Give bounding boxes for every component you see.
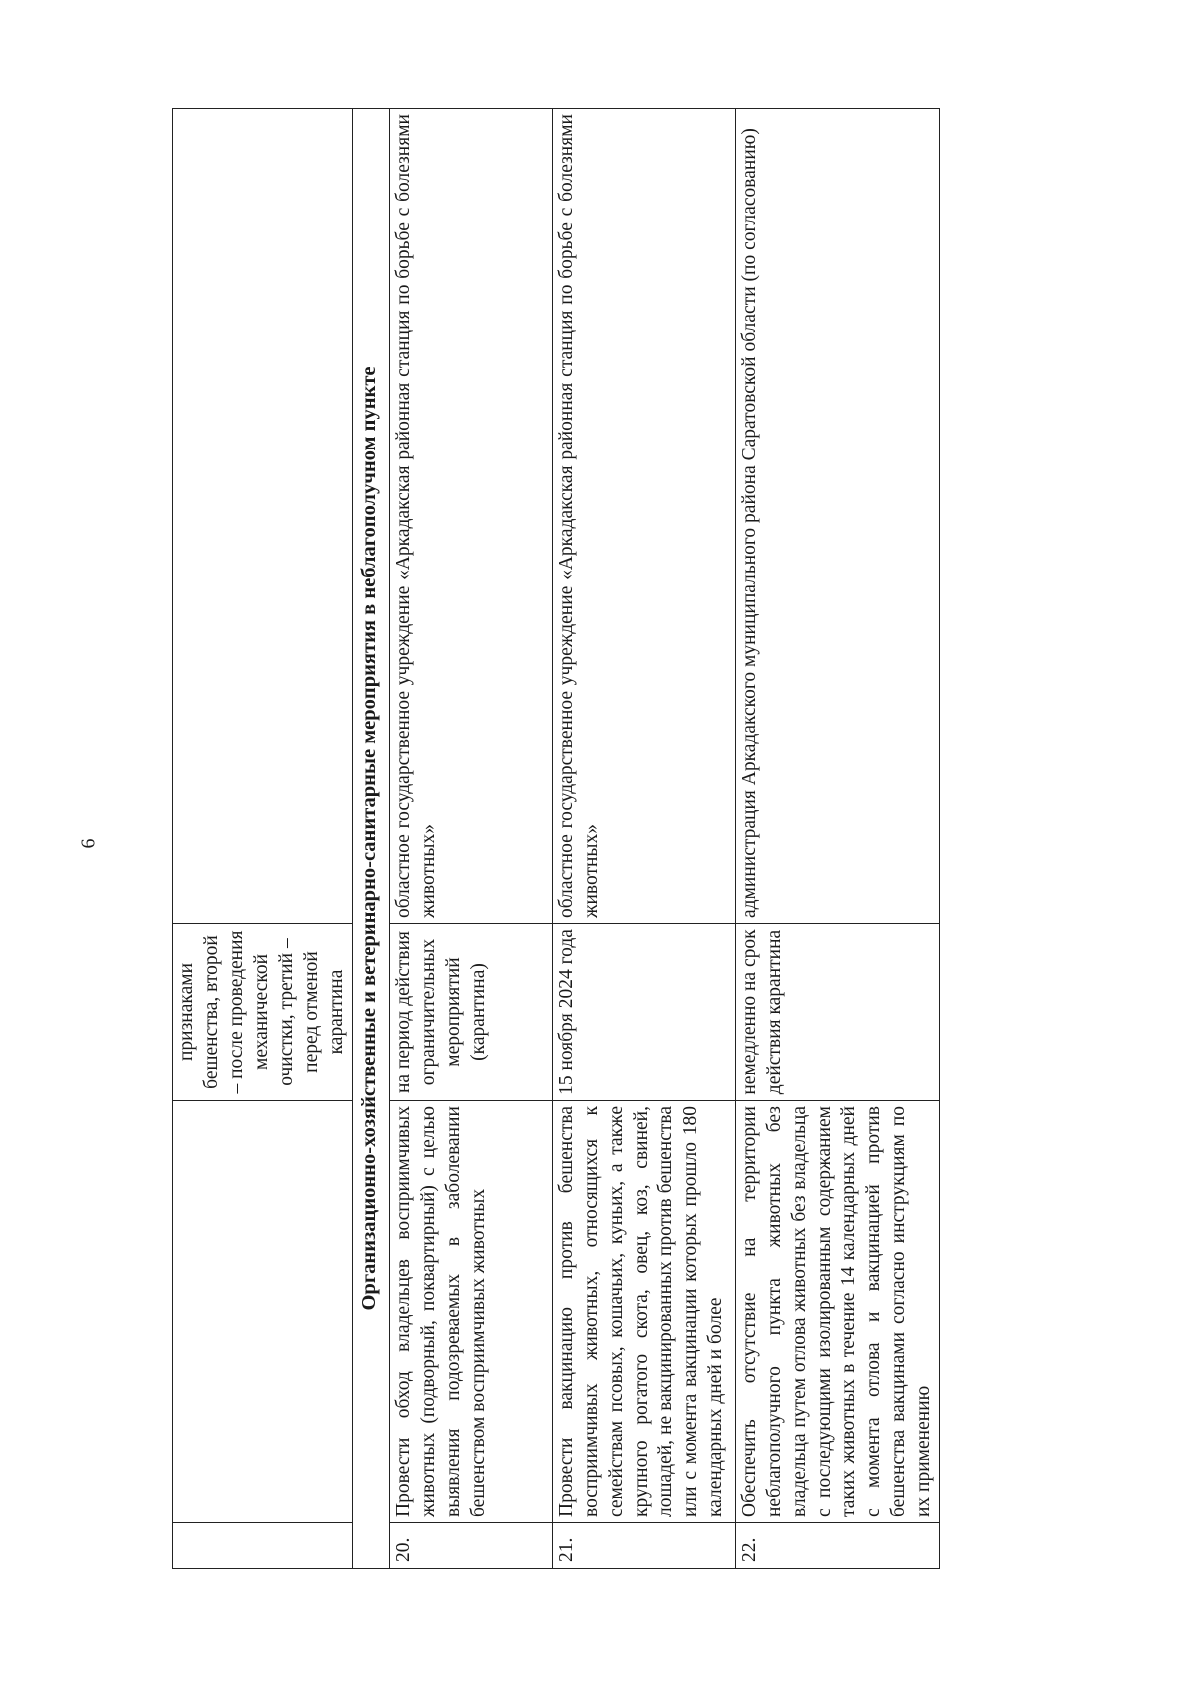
row-number-cell: 22. [735, 1523, 940, 1569]
action-cell: Провести обход владельцев восприимчивых животных (подворный, поквартирный) с целью выявления подозреваемых в заболевании бешенством восприимчивых животных [389, 1101, 552, 1523]
table-row-continuation [173, 109, 353, 1569]
term-cell: на период действия ограничительных мероприятий (карантина) [389, 924, 552, 1101]
responsible-cell: администрация Аркадакского муниципального района Саратовской области (по согласованию) [735, 109, 940, 924]
row-number-cell [173, 1523, 353, 1569]
responsible-cell: областное государственное учреждение «Аркадакская районная станция по борьбе с болезнями животных» [552, 109, 735, 924]
rotated-table-wrapper [172, 109, 935, 1569]
table-row [552, 109, 735, 1569]
action-cell: Провести вакцинацию против бешенства восприимчивых животных, относящихся к семействам псовых, кошачьих, куньих, а также крупного рогатого скота, овец, коз, свиней, лошадей, не вакцинированных против бешенства или с момента вакцинации которых прошло 180 календарных дней и более [552, 1101, 735, 1523]
responsible-cell [173, 109, 353, 924]
table-row [735, 109, 940, 1569]
responsible-cell: областное государственное учреждение «Аркадакская районная станция по борьбе с болезнями животных» [389, 109, 552, 924]
action-cell [173, 1101, 353, 1523]
table-row [389, 109, 552, 1569]
action-cell: Обеспечить отсутствие на территории неблагополучного пункта животных без владельца путем отлова животных без владельца с последующими изолированным содержанием таких животных в течение 14 календарных дней с момента отлова и вакцинацией против бешенства вакцинами согласно инструкциям по их применению [735, 1101, 940, 1523]
section-header-row [352, 109, 389, 1569]
term-cell: 15 ноября 2024 года [552, 924, 735, 1101]
term-cell: немедленно на срок действия карантина [735, 924, 940, 1101]
term-cell: признаками бешенства, второй – после проведения механической очистки, третий – перед отменой карантина [173, 924, 353, 1101]
measures-table [172, 108, 940, 1569]
row-number-cell: 21. [552, 1523, 735, 1569]
row-number-cell: 20. [389, 1523, 552, 1569]
page-number: 6 [77, 838, 100, 849]
section-title: Организационно-хозяйственные и ветеринарно-санитарные мероприятия в неблагополучном пункте [352, 109, 389, 1569]
